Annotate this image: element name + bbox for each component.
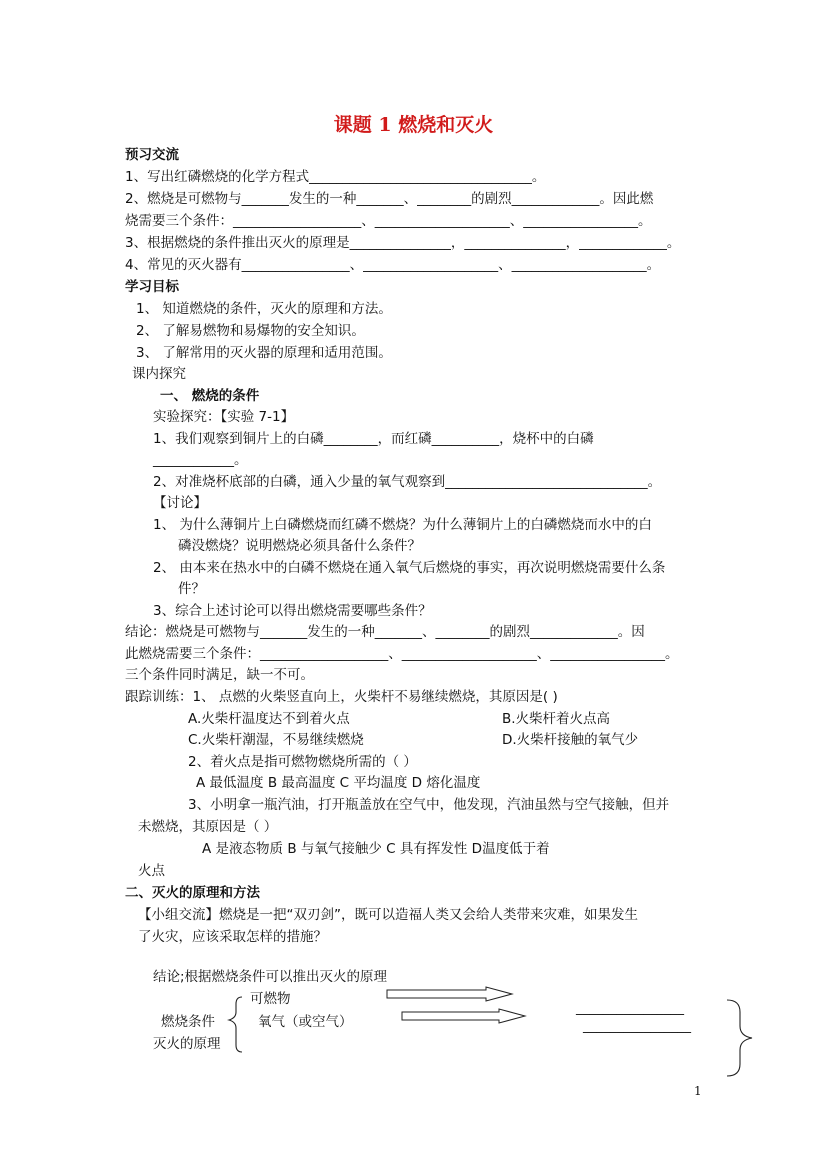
arrow-icon xyxy=(387,987,512,1001)
text-line: 灭火的原理 xyxy=(153,1036,221,1052)
text-line: 燃烧条件 xyxy=(161,1014,215,1030)
page-number: 1 xyxy=(694,1084,702,1098)
text-line: 【讨论】 xyxy=(153,495,207,511)
text-line: 3、小明拿一瓶汽油，打开瓶盖放在空气中，他发现，汽油虽然与空气接触，但并 xyxy=(188,797,670,813)
text-line: 一、 燃烧的条件 xyxy=(160,388,260,404)
text-line: 3、根据燃烧的条件推出灭火的原理是_______________，_______________，_____________。 xyxy=(125,235,681,251)
text-line: 3、综合上述讨论可以得出燃烧需要哪些条件？ xyxy=(153,603,432,619)
text-line: 件？ xyxy=(178,581,205,597)
text-line: 烧需要三个条件：___________________、____________________、_________________。 xyxy=(125,213,652,229)
text-line: 2、燃烧是可燃物与_______发生的一种_______、________的剧烈_____________。因此燃 xyxy=(125,191,654,207)
text-line: 学习目标 xyxy=(125,279,179,295)
text-line: 2、 由本来在热水中的白磷不燃烧在通入氧气后燃烧的事实，再次说明燃烧需要什么条 xyxy=(153,560,666,576)
text-line: ________________ xyxy=(576,1000,684,1016)
text-line: A 是液态物质 B 与氧气接触少 C 具有挥发性 D温度低于着 xyxy=(202,841,550,857)
text-line: 未燃烧，其原因是（ ） xyxy=(138,819,278,835)
text-line: 预习交流 xyxy=(125,147,179,163)
text-line: 结论：燃烧是可燃物与_______发生的一种_______、________的剧烈_____________。因 xyxy=(125,624,645,640)
text-line: 课内探究 xyxy=(132,366,186,382)
text-line: 了火灾，应该采取怎样的措施？ xyxy=(138,929,327,945)
text-line: ____________。 xyxy=(153,452,248,468)
text-line: 2、着火点是指可燃物燃烧所需的（ ） xyxy=(188,754,417,770)
text-line: 【小组交流】燃烧是一把“双刃剑”，既可以造福人类又会给人类带来灾难，如果发生 xyxy=(138,907,638,923)
text-line: 此燃烧需要三个条件：___________________、____________________、_________________。 xyxy=(125,646,679,662)
text-line: 氧气（或空气） xyxy=(258,1014,353,1030)
text-line: 4、常见的灭火器有________________、____________________、____________________。 xyxy=(125,257,661,273)
text-line: 1、 为什么薄铜片上白磷燃烧而红磷不燃烧？为什么薄铜片上的白磷燃烧而水中的白 xyxy=(153,517,652,533)
text-line: 2、对准烧杯底部的白磷，通入少量的氧气观察到______________________________。 xyxy=(153,474,662,490)
text-line: 二、灭火的原理和方法 xyxy=(125,885,260,901)
right-brace xyxy=(727,1000,752,1076)
text-line: 磷没燃烧？说明燃烧必须具备什么条件？ xyxy=(178,538,421,554)
text-line: D.火柴杆接触的氧气少 xyxy=(502,732,639,748)
text-line: 1、 知道燃烧的条件，灭火的原理和方法。 xyxy=(136,301,392,317)
text-line: ________________ xyxy=(583,1018,691,1034)
text-line: 火点 xyxy=(138,863,165,879)
text-line: 跟踪训练：1、 点燃的火柴竖直向上，火柴杆不易继续燃烧，其原因是( ) xyxy=(125,689,558,705)
text-line: 三个条件同时满足，缺一不可。 xyxy=(125,667,314,683)
text-line: A.火柴杆温度达不到着火点 xyxy=(188,711,350,727)
text-line: 2、 了解易燃物和易爆物的安全知识。 xyxy=(136,323,365,339)
text-line: B.火柴杆着火点高 xyxy=(502,711,611,727)
text-line: A 最低温度 B 最高温度 C 平均温度 D 熔化温度 xyxy=(196,775,481,791)
text-line: 1、写出红磷燃烧的化学方程式_________________________________。 xyxy=(125,169,546,185)
text-line: 1、我们观察到铜片上的白磷________，而红磷__________，烧杯中的白磷 xyxy=(153,431,594,447)
arrow-icon xyxy=(402,1009,525,1023)
text-line: 可燃物 xyxy=(250,991,291,1007)
text-line: C.火柴杆潮湿，不易继续燃烧 xyxy=(188,732,364,748)
text-line: 实验探究：【实验 7-1】 xyxy=(153,409,295,425)
document-title: 课题 1 燃烧和灭火 xyxy=(333,114,494,136)
left-brace xyxy=(229,997,242,1052)
text-line: 3、 了解常用的灭火器的原理和适用范围。 xyxy=(136,345,392,361)
text-line: 结论;根据燃烧条件可以推出灭火的原理 xyxy=(153,969,388,985)
